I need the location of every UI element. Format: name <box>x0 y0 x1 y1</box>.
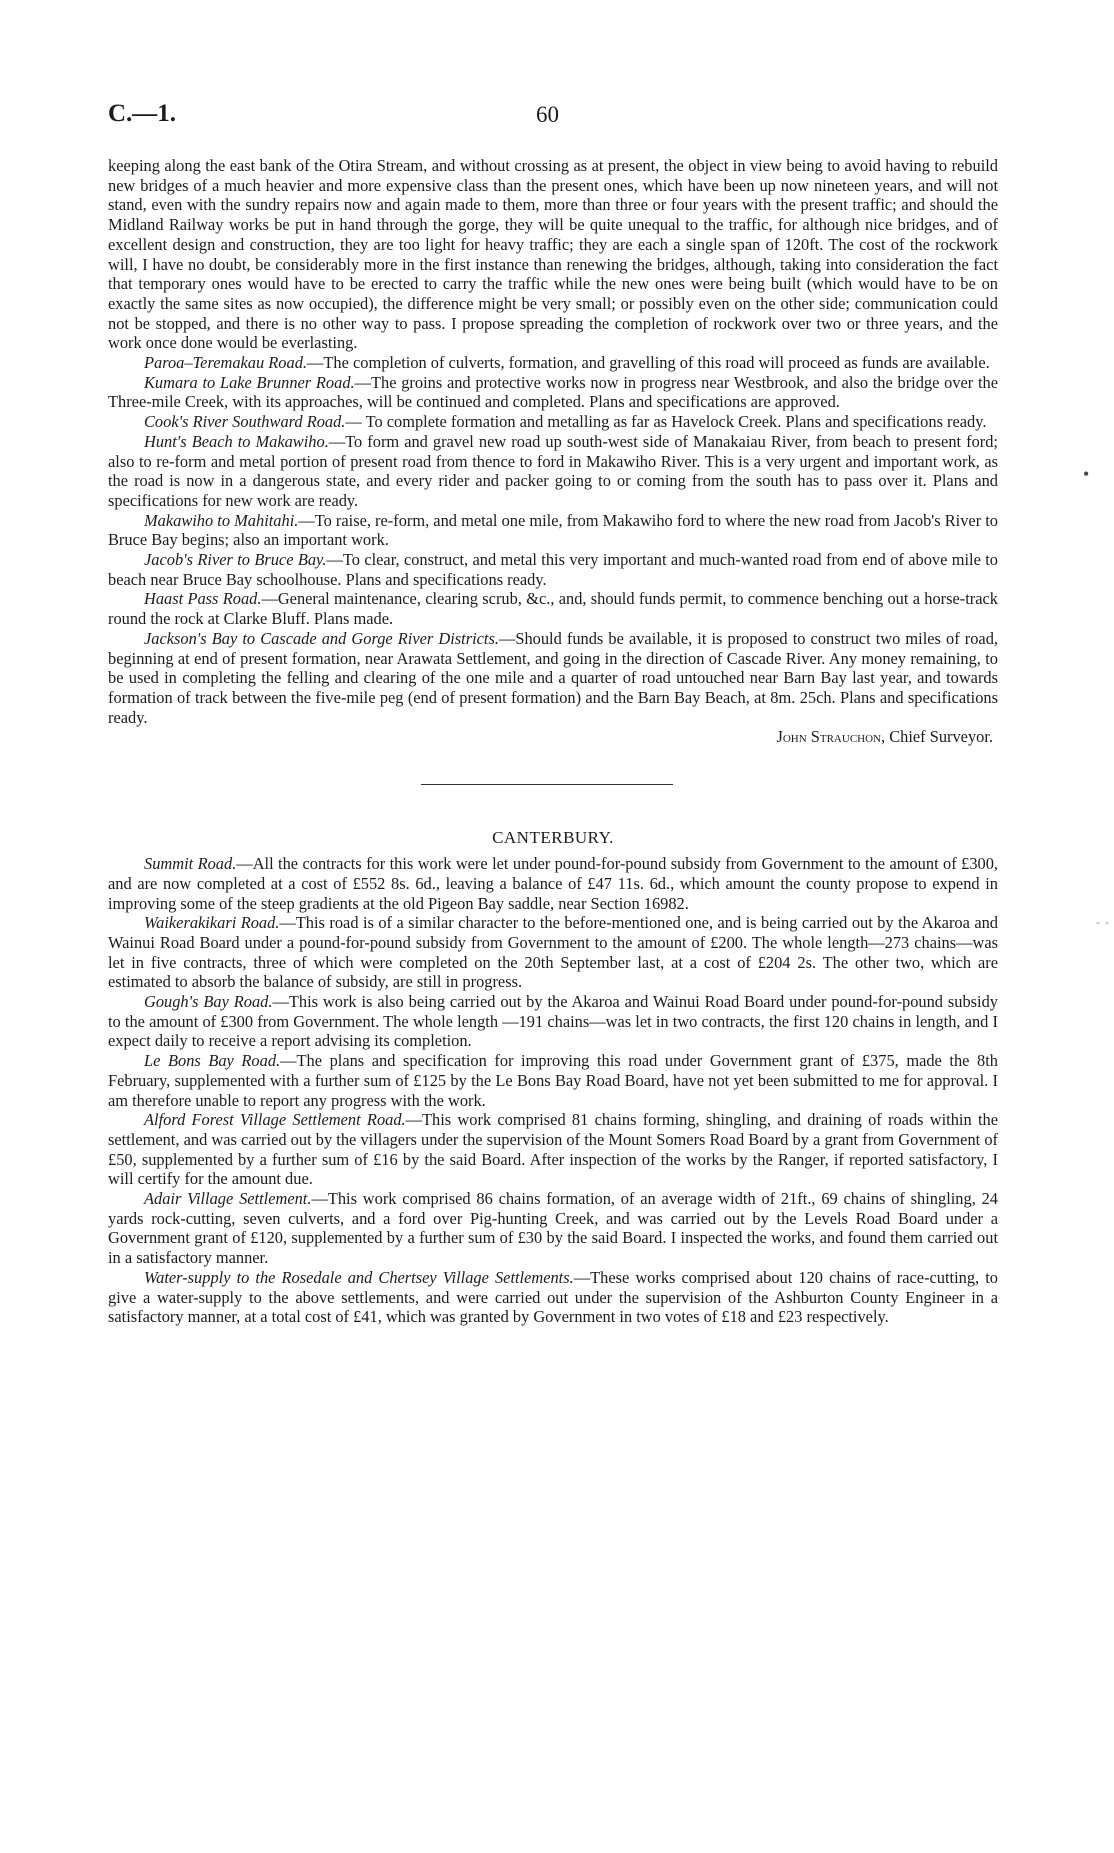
paragraph-heading: Water-supply to the Rosedale and Chertsey Village Settlements. <box>144 1267 574 1287</box>
signature <box>108 727 998 747</box>
signature-title: , Chief Surveyor. <box>881 727 993 747</box>
paragraph: Hunt's Beach to Makawiho.—To form and gravel new road up south-west side of Manakaiau River, from beach to present ford; also to re-form and metal portion of present road from thence to ford in Makawiho River. This is a very urgent and important work, as the road is now in a dangerous state, and every rider and packer going to or coming from the south has to pass over it. Plans and specifications for new work are ready. <box>108 431 998 510</box>
paragraph-heading: Makawiho to Mahitahi. <box>144 510 299 530</box>
paragraph: Makawiho to Mahitahi.—To raise, re-form, and metal one mile, from Makawiho ford to where the new road from Jacob's River to Bruce Bay begins; also an important work. <box>108 510 998 550</box>
paragraph-heading: Summit Road. <box>144 854 237 874</box>
paragraph-heading: Alford Forest Village Settlement Road. <box>144 1110 406 1130</box>
paragraph: Summit Road.—All the contracts for this work were let under pound-for-pound subsidy from Government to the amount of £300, and are now completed at a cost of £552 8s. 6d., leaving a balance of £47 11s. 6d., which amount the county propose to expend in improving some of the steep gradients at the old Pigeon Bay saddle, near Section 16982. <box>108 854 998 913</box>
paragraph: Haast Pass Road.—General maintenance, clearing scrub, &c., and, should funds permit, to commence benching out a horse-track round the rock at Clarke Bluff. Plans made. <box>108 589 999 629</box>
paragraph-heading: Gough's Bay Road. <box>144 992 273 1012</box>
paragraph-heading: Cook's River Southward Road. <box>144 412 346 432</box>
paragraph-heading: Haast Pass Road. <box>144 589 262 609</box>
section-title: CANTERBURY. <box>492 828 614 848</box>
paragraph-heading: Hunt's Beach to Makawiho. <box>144 431 329 451</box>
document-series: C.—1. <box>108 100 177 127</box>
paragraph: Waikerakikari Road.—This road is of a similar character to the before-mentioned one, and is being carried out by the Akaroa and Wainui Road Board under a pound-for-pound subsidy from Government to the amount of £200. The whole length—273 chains—was let in five contracts, three of which were completed on the 20th September last, at a cost of £204 2s. The other two, which are estimated to absorb the balance of subsidy, are still in progress. <box>108 913 998 992</box>
paragraph: Cook's River Southward Road.— To complete formation and metalling as far as Havelock Creek. Plans and specifications ready. <box>144 412 987 432</box>
paragraph: Kumara to Lake Brunner Road.—The groins and protective works now in progress near Westbrook, and also the bridge over the Three-mile Creek, with its approaches, will be continued and completed. Plans and specifications are approved. <box>108 372 999 412</box>
margin-dot: • <box>1083 464 1090 484</box>
paragraph: Gough's Bay Road.—This work is also being carried out by the Akaroa and Wainui Road Board under pound-for-pound subsidy to the amount of £300 from Government. The whole length —191 chains—was let in two contracts, the first 120 chains in length, and I expect daily to receive a report advising its completion. <box>108 992 998 1051</box>
document-body <box>108 156 998 1327</box>
paragraph: Paroa–Teremakau Road.—The completion of culverts, formation, and gravelling of this road will proceed as funds are available. <box>144 353 990 373</box>
section-divider <box>108 747 998 799</box>
page-header <box>108 100 998 140</box>
margin-dash: - - <box>1096 915 1110 929</box>
signature-name: John Strauchon <box>776 727 881 747</box>
paragraph: Adair Village Settlement.—This work comprised 86 chains formation, of an average width of 21ft., 69 chains of shingling, 24 yards rock-cutting, seven culverts, and a ford over Pig-hunting Creek, and was carried out by the Levels Road Board under a Government grant of £120, supplemented by a further sum of £30 by the said Board. I inspected the works, and found them carried out in a satisfactory manner. <box>108 1189 998 1268</box>
paragraph-heading: Jackson's Bay to Cascade and Gorge River Districts. <box>144 628 499 648</box>
paragraph-heading: Waikerakikari Road. <box>144 913 280 933</box>
paragraph-heading: Le Bons Bay Road. <box>144 1051 281 1071</box>
paragraph: Le Bons Bay Road.—The plans and specification for improving this road under Government grant of £375, made the 8th February, supplemented with a further sum of £125 by the Le Bons Bay Road Board, have not yet been submitted to me for approval. I am therefore unable to report any progress with the work. <box>108 1051 998 1110</box>
paragraph-heading: Jacob's River to Bruce Bay. <box>144 550 327 570</box>
paragraph: Water-supply to the Rosedale and Chertsey Village Settlements.—These works comprised about 120 chains of race-cutting, to give a water-supply to the above settlements, and were carried out under the supervision of the Ashburton County Engineer in a satisfactory manner, at a total cost of £41, which was granted by Government in two votes of £18 and £23 respectively. <box>108 1267 998 1327</box>
paragraph: Jackson's Bay to Cascade and Gorge River Districts.—Should funds be available, it is proposed to construct two miles of road, beginning at end of present formation, near Arawata Settlement, and going in the direction of Cascade River. Any money remaining, to be used in completing the felling and clearing of the one mile and a quarter of road untouched near Barn Bay last year, and towards formation of track between the five-mile peg (end of present formation) and the Barn Bay Beach, at 8m. 25ch. Plans and specifications ready. <box>108 628 998 727</box>
paragraph-heading: Paroa–Teremakau Road. <box>144 353 307 373</box>
paragraph: Jacob's River to Bruce Bay.—To clear, construct, and metal this very important and much-wanted road from end of above mile to beach near Bruce Bay schoolhouse. Plans and specifications ready. <box>108 550 998 589</box>
paragraph-heading: Kumara to Lake Brunner Road. <box>144 372 355 392</box>
paragraph-heading: Adair Village Settlement. <box>144 1189 312 1209</box>
paragraph: Alford Forest Village Settlement Road.—This work comprised 81 chains forming, shingling, and draining of roads within the settlement, and was carried out by the villagers under the supervision of the Mount Somers Road Board by a grant from Government of £50, supplemented by a further sum of £16 by the said Board. After inspection of the works by the Ranger, if reported satisfactory, I will certify for the amount due. <box>108 1110 998 1189</box>
page-number: 60 <box>536 102 559 127</box>
paragraph: keeping along the east bank of the Otira Stream, and without crossing as at present, the object in view being to avoid having to rebuild new bridges of a much heavier and more expensive class than the present ones, which have been up now nineteen years, and will not stand, even with the sundry repairs now and again made to them, more than three or four years with the present traffic; and should the Midland Railway works be put in hand through the gorge, they will be quite unequal to the traffic, for although nice bridges, and of excellent design and construction, they are too light for heavy traffic; they are each a single span of 120ft. The cost of the rockwork will, I have no doubt, be considerably more in the first instance than renewing the bridges, although, taking into consideration the fact that temporary ones would have to be erected to carry the traffic while the new ones were being built (which would have to be on exactly the same sites as now occupied), the difference might be very small; or possibly even on the other side; communication could not be stopped, and there is no other way to pass. I propose spreading the completion of rockwork over two or three years, and the work once done would be everlasting. <box>108 156 998 353</box>
